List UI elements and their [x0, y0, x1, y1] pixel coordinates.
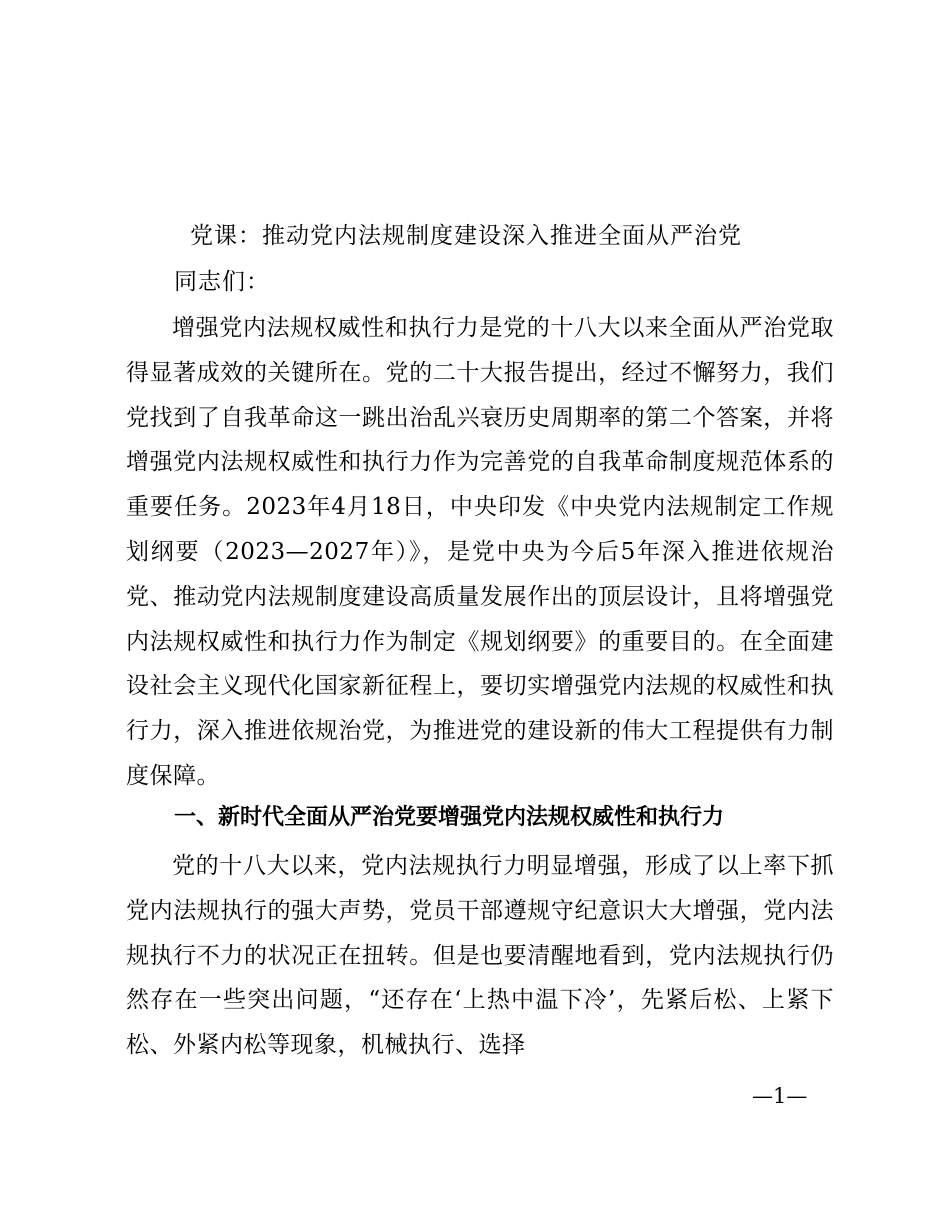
section-heading: 一、新时代全面从严治党要增强党内法规权威性和执行力	[174, 805, 725, 830]
document-title: 党课：推动党内法规制度建设深入推进全面从严治党	[190, 223, 742, 249]
body-paragraph: 增强党内法规权威性和执行力是党的十八大以来全面从严治党取得显著成效的关键所在。党的二十大报告提出，经过不懈努力，我们党找到了自我革命这一跳出治乱兴衰历史周期率的第二个答案，并将增强党内法规权威性和执行力作为完善党的自我革命制度规范体系的重要任务。2023年4月18日，中央印发《中央党内法规制定工作规划纲要（2023—2027年）》，是党中央为今后5年深入推进依规治党、推动党内法规制度建设高质量发展作出的顶层设计，且将增强党内法规权威性和执行力作为制定《规划纲要》的重要目的。在全面建设社会主义现代化国家新征程上，要切实增强党内法规的权威性和执行力，深入推进依规治党，为推进党的建设新的伟大工程提供有力制度保障。	[126, 315, 834, 789]
salutation: 同志们：	[174, 269, 270, 295]
body-paragraph: 党的十八大以来，党内法规执行力明显增强，形成了以上率下抓党内法规执行的强大声势，党员干部遵规守纪意识大大增强，党内法规执行不力的状况正在扭转。但是也要清醒地看到，党内法规执行仍然存在一些突出问题，“还存在‘上热中温下冷’，先紧后松、上紧下松、外紧内松等现象，机械执行、选择	[126, 853, 834, 1059]
page-number: —1—	[752, 1084, 808, 1108]
